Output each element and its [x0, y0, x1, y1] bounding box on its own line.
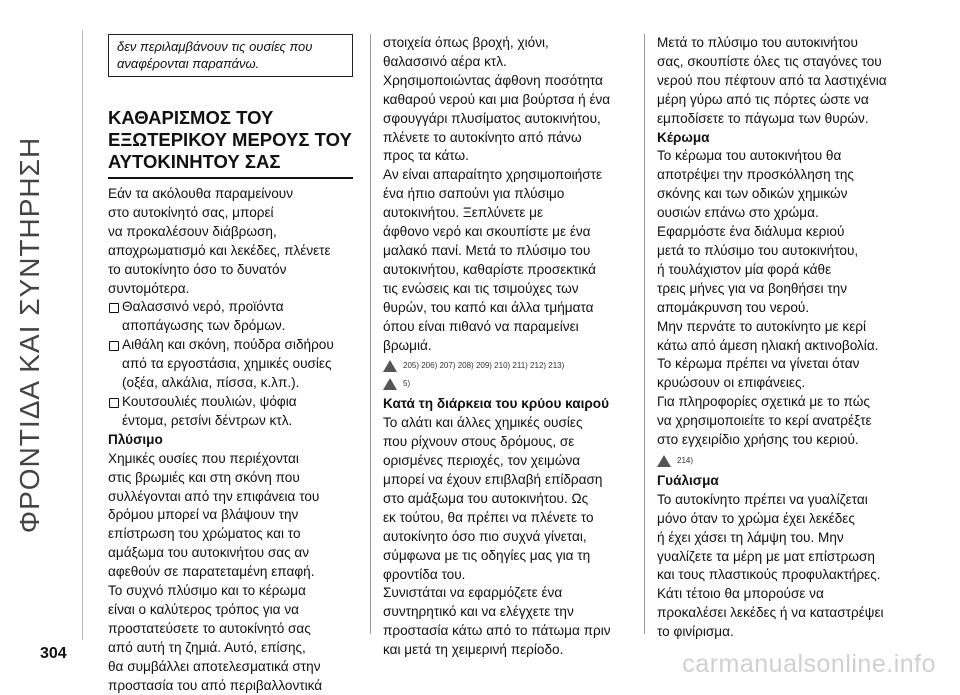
notice-line: δεν περιλαμβάνουν τις ουσίες που [117, 39, 313, 54]
body-line: στο εγχειρίδιο χρήσης του κεριού. [657, 432, 859, 448]
warning-triangle-icon [383, 360, 397, 372]
body-line: αυτοκινήτου. Ξεπλύνετε με [383, 205, 544, 221]
body-line: εμποδίσετε το πάγωμα των θυρών. [657, 110, 869, 126]
body-line: ένα ήπιο σαπούνι για πλύσιμο [383, 186, 565, 202]
body-line: Εφαρμόστε ένα διάλυμα κεριού [657, 224, 845, 240]
body-line: νερού που πέφτουν από τα λαστιχένια [657, 72, 887, 88]
body-line: Το συχνό πλύσιμο και το κέρωμα [108, 583, 306, 599]
sub-heading-cold-weather: Κατά τη διάρκεια του κρύου καιρού [383, 396, 610, 412]
bullet-line: έντομα, ρετσίνι δέντρων κτλ. [122, 412, 293, 428]
body-line: συντομότερα. [108, 280, 190, 296]
body-line: Χρησιμοποιώντας άφθονη ποσότητα [383, 72, 603, 88]
page-number: 304 [40, 645, 67, 662]
body-line: βρωμιά. [383, 337, 432, 353]
body-line: φροντίδα του. [383, 566, 466, 582]
body-line: τρεις μήνες για να βοηθήσει την [657, 280, 848, 296]
sub-heading-polishing: Γυάλισμα [657, 472, 719, 488]
warning-refs [657, 454, 902, 468]
body-line: επίστρωση του χρώματος και το [108, 526, 301, 542]
body-line: είναι ο καλύτερος τρόπος για να [108, 601, 299, 617]
body-line: συλλέγονται από την επιφάνεια του [108, 488, 320, 504]
body-line: Μην περνάτε το αυτοκίνητο με κερί [657, 318, 867, 334]
sub-heading-waxing: Κέρωμα [657, 129, 710, 145]
body-line: αυτοκίνητο όσο πιο συχνά γίνεται, [383, 528, 587, 544]
warning-refs [383, 359, 628, 373]
bullet-line: αποπάγωσης των δρόμων. [122, 318, 286, 334]
body-line: ουσιών επάνω στο χρώμα. [657, 205, 819, 221]
watermark: carmanualsonline.info [682, 650, 936, 678]
side-divider [82, 30, 83, 640]
heading-line: ΕΞΩΤΕΡΙΚΟΥ ΜΕΡΟΥΣ ΤΟΥ [108, 129, 352, 150]
body-line: σφουγγάρι πλυσίματος αυτοκινήτου, [383, 110, 601, 126]
body-line: δρόμου μπορεί να βλάψουν την [108, 507, 299, 523]
body-line: απομάκρυνση του νερού. [657, 299, 810, 315]
body-line: στο αμάξωμα του αυτοκινήτου. Ως [383, 490, 589, 506]
sub-heading-washing: Πλύσιμο [108, 431, 163, 447]
body-line: όπου είναι πιθανό να παραμείνει [383, 318, 579, 334]
notice-line: αναφέρονται παραπάνω. [117, 55, 260, 71]
body-line: αφεθούν σε παρατεταμένη επαφή. [108, 564, 315, 580]
body-line: καθαρού νερού και μια βούρτσα ή ένα [383, 91, 611, 107]
body-line: το αυτοκίνητο όσο το δυνατόν [108, 261, 287, 277]
body-line: ή τουλάχιστον μία φορά κάθε [657, 261, 832, 277]
warning-triangle-icon [383, 378, 397, 390]
body-line: μόνο όταν το χρώμα έχει λεκέδες [657, 510, 855, 526]
column-divider [370, 34, 371, 634]
body-line: προστατεύσετε το αυτοκίνητό σας [108, 620, 311, 636]
body-line: κάτω από άμεση ηλιακή ακτινοβολία. [657, 337, 879, 353]
body-line: προς τα κάτω. [383, 148, 469, 164]
body-line: Το κέρωμα του αυτοκινήτου θα [657, 148, 842, 164]
body-line: Μετά το πλύσιμο του αυτοκινήτου [657, 35, 858, 50]
body-line: προκαλέσει λεκέδες ή να καταστρέψει [657, 605, 884, 621]
body-line: Εάν τα ακόλουθα παραμείνουν [108, 186, 294, 201]
body-line: θυρών, του καπό και άλλα τμήματα [383, 299, 594, 315]
column-divider [644, 34, 645, 634]
warning-ref-numbers: 205) 206) 207) 208) 209) 210) 211) 212) 213) [403, 361, 565, 371]
body-line: Χημικές ουσίες που περιέχονται [108, 450, 299, 466]
column-3 [657, 34, 902, 642]
body-line: αποχρωματισμό και λεκέδες, πλένετε [108, 242, 331, 258]
body-line: και μετά τη χειμερινή περίοδο. [383, 642, 564, 658]
body-line: ή έχει χάσει τη λάμψη του. Μην [657, 529, 844, 545]
body-line: να χρησιμοποιείτε το κερί ανατρέξτε [657, 413, 872, 429]
warning-triangle-icon [657, 455, 671, 467]
column-1 [108, 34, 353, 695]
body-line: Το αλάτι και άλλες χημικές ουσίες [383, 415, 583, 431]
body-line: στο αυτοκίνητό σας, μπορεί [108, 204, 274, 220]
note-refs [383, 377, 628, 391]
body-line: ορισμένες περιοχές, τον χειμώνα [383, 453, 581, 469]
bullet-line: από τα εργοστάσια, χημικές ουσίες [122, 356, 332, 372]
body-line: Αν είναι απαραίτητο χρησιμοποιήστε [383, 167, 603, 183]
body-line: κρυώσουν οι επιφάνειες. [657, 375, 806, 391]
body-line: θα συμβάλλει αποτελεσματικά στην [108, 658, 321, 674]
body-line: σκόνης και των οδικών χημικών [657, 186, 848, 202]
body-line: συντηρητικό και να ελέγχετε την [383, 604, 574, 620]
chapter-side-title: ΦΡΟΝΤΙΔΑ ΚΑΙ ΣΥΝΤΗΡΗΣΗ [14, 136, 45, 534]
bullet-item [108, 336, 353, 393]
body-line: στοιχεία όπως βροχή, χιόνι, [383, 35, 549, 50]
body-line: αυτοκινήτου, καθαρίστε προσεκτικά [383, 261, 596, 277]
section-heading [108, 107, 353, 179]
body-line: άφθονο νερό και σκουπίστε με ένα [383, 224, 591, 240]
body-line: προστασία κάτω από το πάτωμα πριν [383, 623, 611, 639]
note-ref-number: 5) [403, 379, 411, 389]
body-line: αποτρέψει την προσκόλληση της [657, 167, 854, 183]
body-line: εκ τούτου, θα πρέπει να πλένετε το [383, 509, 594, 525]
body-line: στις βρωμιές και στη σκόνη που [108, 469, 300, 485]
body-line: μέρη γύρω από τις πόρτες ώστε να [657, 91, 869, 107]
body-line: Συνιστάται να εφαρμόζετε ένα [383, 585, 563, 601]
bullet-item [108, 298, 353, 336]
body-line: να προκαλέσουν διάβρωση, [108, 223, 277, 239]
body-line: από αυτή τη ζημιά. Αυτό, επίσης, [108, 639, 306, 655]
body-line: σας, σκουπίστε όλες τις σταγόνες του [657, 53, 882, 69]
bullet-line: (οξέα, αλκάλια, πίσσα, κ.λπ.). [122, 375, 300, 391]
body-line: τις ενώσεις και τις τσιμούχες των [383, 280, 579, 296]
body-line: Το κέρωμα πρέπει να γίνεται όταν [657, 356, 860, 372]
bullet-line: Αιθάλη και σκόνη, πούδρα σιδήρου [122, 337, 334, 353]
bullet-line: Κουτσουλιές πουλιών, ψόφια [122, 393, 297, 409]
column-2 [383, 34, 628, 660]
heading-line: ΚΑΘΑΡΙΣΜΟΣ ΤΟΥ [108, 107, 274, 128]
body-line: προστασία του από περιβαλλοντικά [108, 677, 323, 693]
bullet-item [108, 393, 353, 431]
bullet-line: Θαλασσινό νερό, προϊόντα [122, 299, 284, 315]
body-line: σύμφωνα με τις οδηγίες μας για τη [383, 547, 591, 563]
body-line: Κάτι τέτοιο θα μπορούσε να [657, 586, 824, 602]
body-line: πλένετε το αυτοκίνητο από πάνω [383, 129, 582, 145]
body-line: θαλασσινό αέρα κτλ. [383, 53, 507, 69]
body-line: και τους πλαστικούς προφυλακτήρες. [657, 567, 881, 583]
body-line: αμάξωμα του αυτοκινήτου σας αν [108, 545, 310, 561]
body-line: γυαλίζετε τα μέρη με ματ επίστρωση [657, 548, 875, 564]
body-line: Το αυτοκίνητο πρέπει να γυαλίζεται [657, 491, 868, 507]
body-line: που ρίχνουν στους δρόμους, σε [383, 434, 575, 450]
body-line: μετά το πλύσιμο του αυτοκινήτου, [657, 242, 859, 258]
notice-box [108, 34, 353, 77]
body-line: το φινίρισμα. [657, 624, 734, 640]
warning-ref-numbers: 214) [677, 455, 694, 465]
body-line: μαλακό πανί. Μετά το πλύσιμο του [383, 242, 591, 258]
body-line: μπορεί να έχουν επιβλαβή επίδραση [383, 472, 603, 488]
body-line: Για πληροφορίες σχετικά με το πώς [657, 394, 870, 410]
heading-line: ΑΥΤΟΚΙΝΗΤΟΥ ΣΑΣ [108, 151, 281, 172]
